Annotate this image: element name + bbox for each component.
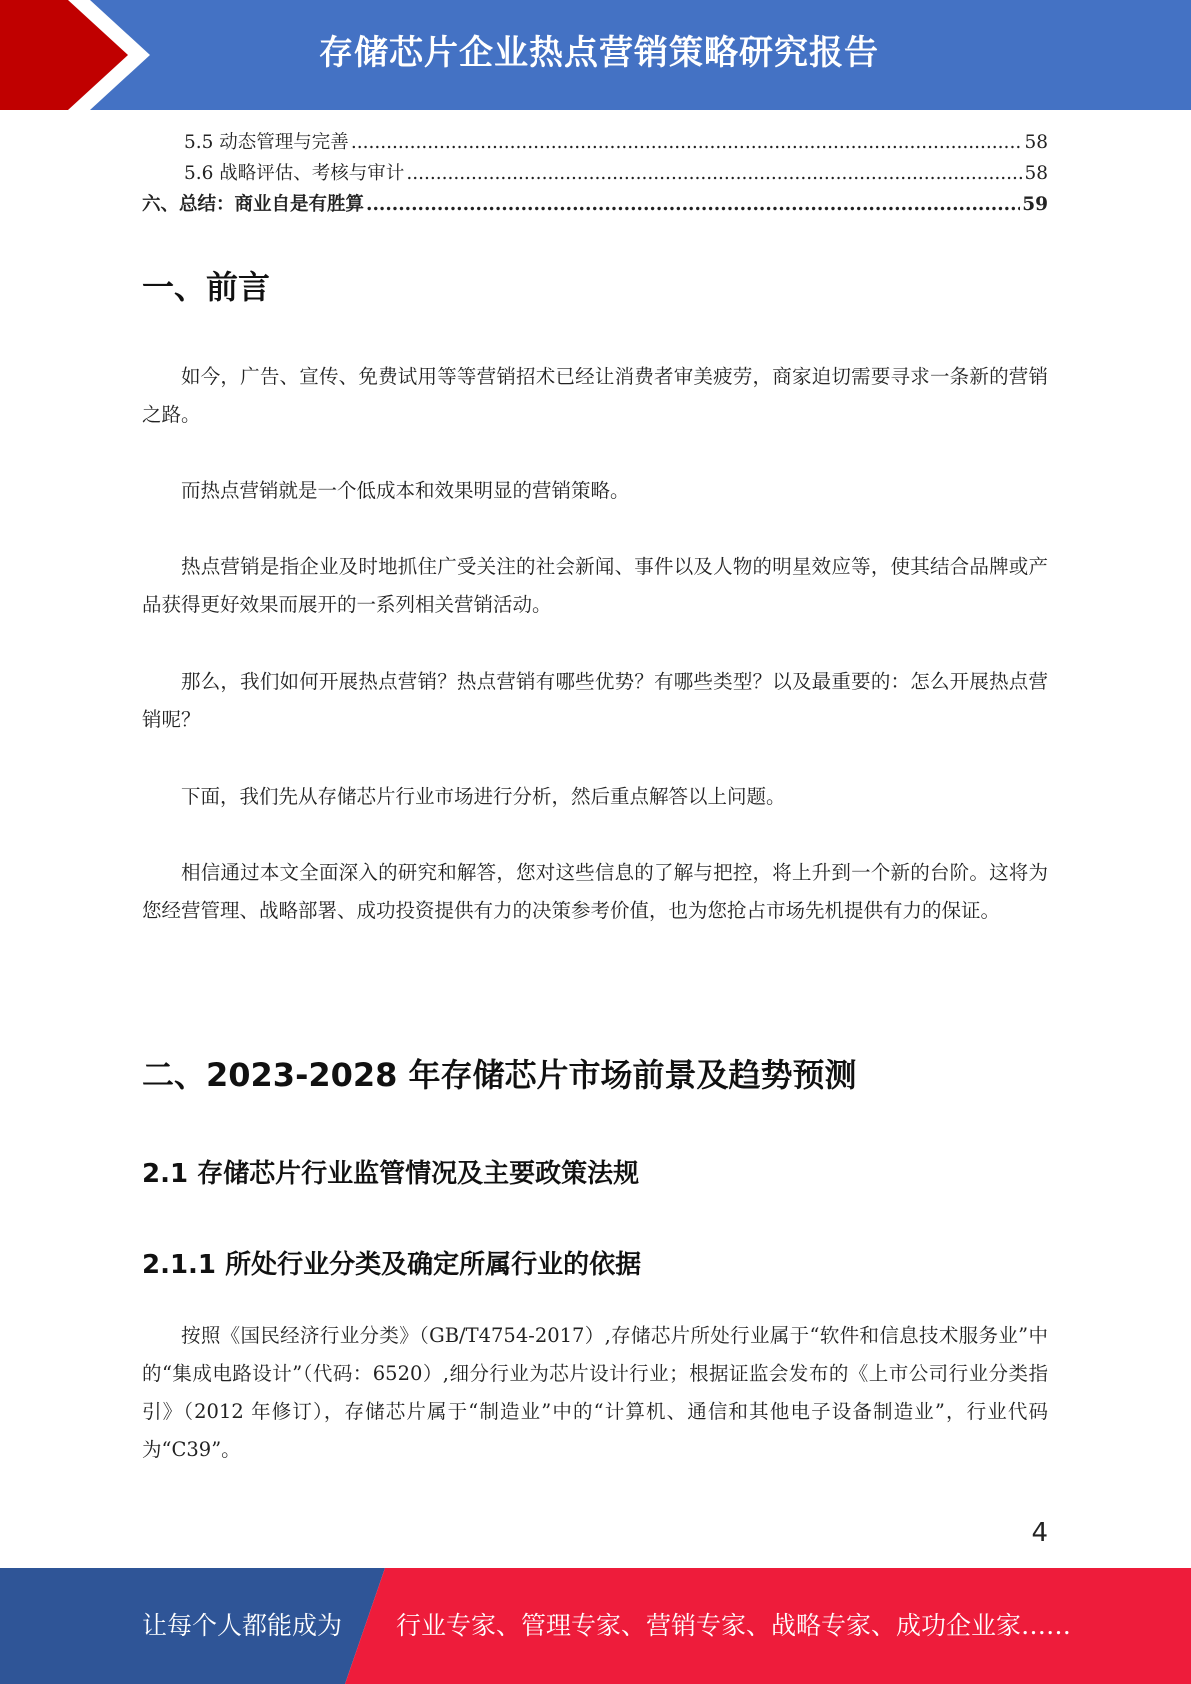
footer-banner bbox=[0, 1568, 1191, 1684]
paragraph: 如今，广告、宣传、免费试用等等营销招术已经让消费者审美疲劳，商家迫切需要寻求一条新的营销之路。 bbox=[142, 365, 1048, 426]
paragraph: 那么，我们如何开展热点营销？热点营销有哪些优势？有哪些类型？以及最重要的：怎么开展热点营销呢？ bbox=[142, 670, 1048, 731]
paragraph: 按照《国民经济行业分类》（GB/T4754-2017）,存储芯片所处行业属于“软件和信息技术服务业”中的“集成电路设计”（代码：6520）,细分行业为芯片设计行业；根据证监会发布的《上市公司行业分类指引》（2012 年修订），存储芯片属于“制造业”中的“计算机、通信和其他电子设备制造业”，行业代码为“C39”。 bbox=[142, 1324, 1048, 1461]
footer-slogan-right: 行业专家、管理专家、营销专家、战略专家、成功企业家…… bbox=[396, 1611, 1072, 1640]
toc-entry[interactable] bbox=[142, 159, 1048, 190]
toc-entry-page: 59 bbox=[1022, 194, 1048, 215]
toc-entry-label: 5.5 动态管理与完善 bbox=[184, 132, 349, 153]
section-heading-preface: 一、前言 bbox=[142, 268, 271, 306]
footer-slogan-left: 让每个人都能成为 bbox=[142, 1611, 343, 1640]
toc-entry[interactable] bbox=[142, 128, 1048, 159]
header-banner bbox=[0, 0, 1191, 110]
toc-entry-label: 六、总结：商业自是有胜算 bbox=[142, 194, 365, 215]
toc-entry-page: 58 bbox=[1024, 132, 1048, 153]
paragraph: 而热点营销就是一个低成本和效果明显的营销策略。 bbox=[181, 479, 630, 502]
subsection-heading: 2.1 存储芯片行业监管情况及主要政策法规 bbox=[142, 1159, 640, 1189]
section-heading-market-outlook: 二、2023-2028 年存储芯片市场前景及趋势预测 bbox=[142, 1056, 857, 1094]
toc-leader-dots bbox=[351, 132, 1023, 153]
table-of-contents bbox=[142, 128, 1048, 221]
toc-entry-page: 58 bbox=[1024, 163, 1048, 184]
toc-entry[interactable] bbox=[142, 190, 1048, 221]
toc-leader-dots bbox=[366, 194, 1020, 215]
paragraph: 下面，我们先从存储芯片行业市场进行分析，然后重点解答以上问题。 bbox=[181, 785, 786, 808]
subsubsection-heading: 2.1.1 所处行业分类及确定所属行业的依据 bbox=[142, 1250, 642, 1280]
document-title: 存储芯片企业热点营销策略研究报告 bbox=[319, 33, 879, 73]
toc-leader-dots bbox=[406, 163, 1022, 184]
page-number: 4 bbox=[1031, 1518, 1048, 1548]
paragraph: 热点营销是指企业及时地抓住广受关注的社会新闻、事件以及人物的明星效应等，使其结合品牌或产品获得更好效果而展开的一系列相关营销活动。 bbox=[142, 555, 1048, 616]
toc-entry-label: 5.6 战略评估、考核与审计 bbox=[184, 163, 405, 184]
paragraph: 相信通过本文全面深入的研究和解答，您对这些信息的了解与把控，将上升到一个新的台阶。这将为您经营管理、战略部署、成功投资提供有力的决策参考价值，也为您抢占市场先机提供有力的保证。 bbox=[142, 861, 1048, 922]
